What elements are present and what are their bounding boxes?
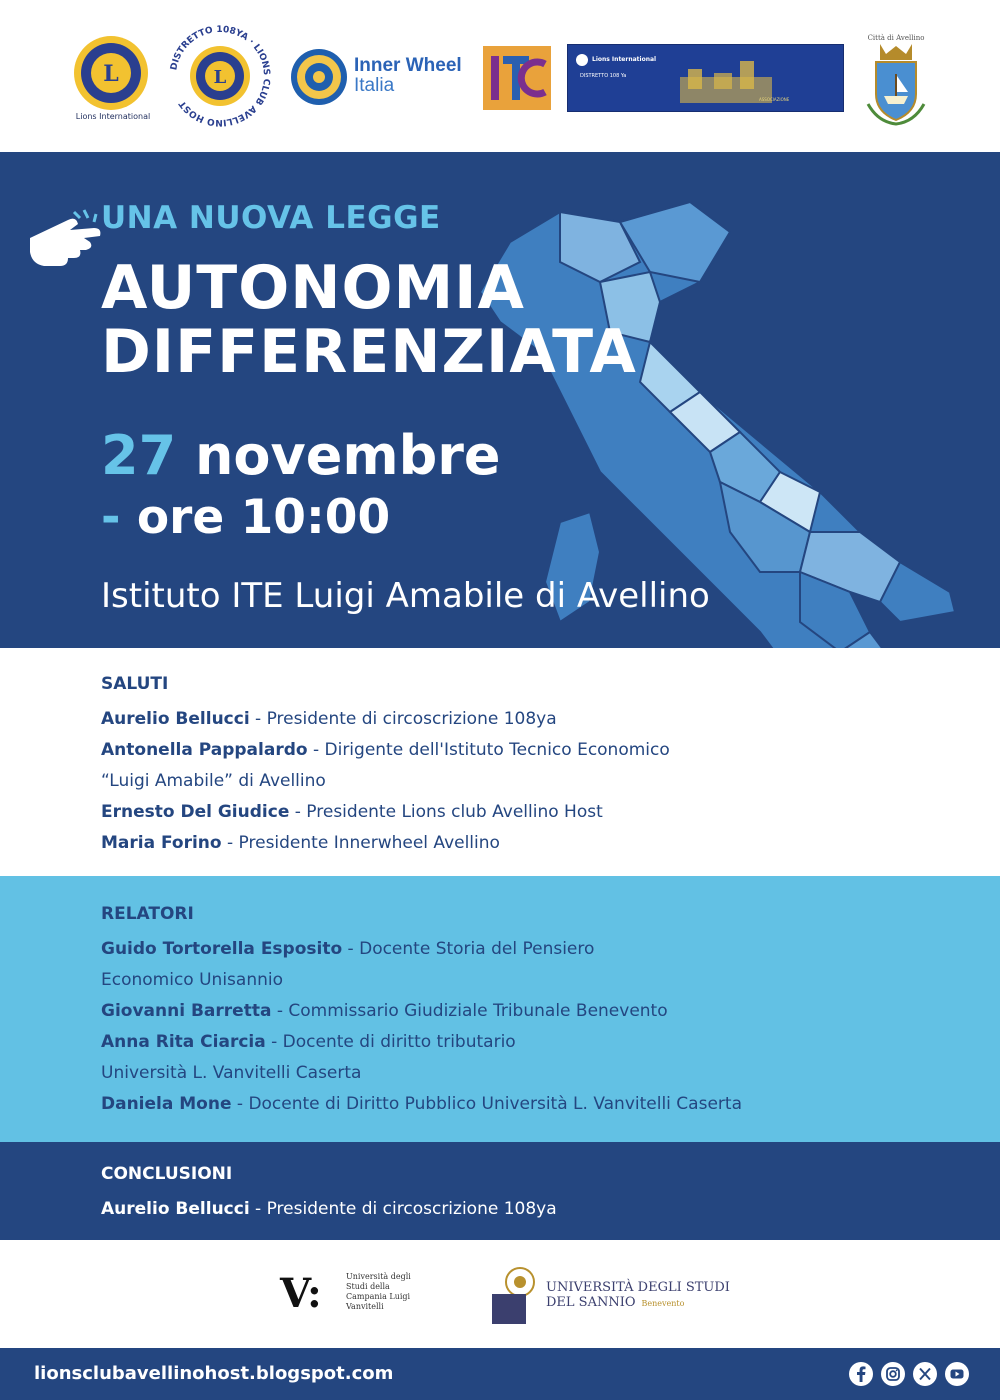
logo-bar: [0, 0, 1000, 152]
date-day: 27: [101, 424, 177, 487]
kicker-text: UNA NUOVA LEGGE: [101, 200, 441, 236]
lions-dot-icon: [576, 54, 588, 66]
unisannio-city: Benevento: [641, 1299, 685, 1308]
x-icon[interactable]: [912, 1361, 938, 1387]
pointing-hand-icon: [24, 208, 106, 274]
svg-text:L: L: [213, 67, 227, 88]
relatori-title: RELATORI: [101, 904, 194, 924]
list-item: Aurelio Bellucci - Presidente di circoscrizione 108ya: [101, 709, 557, 729]
list-item: Antonella Pappalardo - Dirigente dell'Istituto Tecnico Economico: [101, 740, 670, 760]
event-venue: Istituto ITE Luigi Amabile di Avellino: [101, 576, 710, 616]
svg-text:Città di Avellino: Città di Avellino: [867, 34, 925, 42]
partner-logos: [0, 1240, 1000, 1348]
list-item: Economico Unisannio: [101, 970, 283, 990]
lions-district-banner: [567, 44, 844, 112]
list-item: Maria Forino - Presidente Innerwheel Avellino: [101, 833, 500, 853]
title-line-1: AUTONOMIA: [101, 253, 525, 323]
saluti-section: [0, 648, 1000, 876]
list-item: Ernesto Del Giudice - Presidente Lions club Avellino Host: [101, 802, 603, 822]
vanvitelli-logo-mark: V:: [280, 1270, 322, 1317]
unisannio-seal-icon: [490, 1264, 542, 1324]
footer: [0, 1348, 1000, 1400]
city-of-avellino-crest: [858, 30, 934, 126]
list-item: “Luigi Amabile” di Avellino: [101, 771, 326, 791]
title-line-2: DIFFERENZIATA: [101, 317, 637, 387]
relatori-list: [101, 934, 742, 1120]
unisannio-line-1: UNIVERSITÀ DEGLI STUDI: [546, 1280, 730, 1295]
time-dash: -: [101, 490, 121, 545]
relatori-section: [0, 876, 1000, 1142]
unisannio-line-2: DEL SANNIO: [546, 1295, 636, 1310]
svg-text:L: L: [103, 61, 119, 87]
banner-sub: DISTRETTO 108 Ya: [580, 73, 627, 79]
vanvitelli-logo-text: Università degli Studi della Campania Luigi Vanvitelli: [346, 1272, 411, 1311]
time-value: ore 10:00: [136, 490, 391, 545]
event-date: [101, 424, 501, 487]
list-item: Anna Rita Ciarcia - Docente di diritto tributario: [101, 1032, 516, 1052]
ite-school-logo: [483, 46, 551, 110]
event-time: [101, 490, 390, 545]
hero-banner: [0, 152, 1000, 648]
inner-wheel-wordmark: [354, 56, 462, 96]
inner-wheel-country: Italia: [354, 75, 395, 96]
list-item: Daniela Mone - Docente di Diritto Pubblico Università L. Vanvitelli Caserta: [101, 1094, 742, 1114]
saluti-list: [101, 704, 670, 859]
conclusioni-list: [101, 1194, 557, 1225]
conclusioni-title: CONCLUSIONI: [101, 1164, 233, 1184]
list-item: Guido Tortorella Esposito - Docente Storia del Pensiero: [101, 939, 595, 959]
list-item: Università L. Vanvitelli Caserta: [101, 1063, 362, 1083]
facebook-icon[interactable]: [848, 1361, 874, 1387]
youtube-icon[interactable]: [944, 1361, 970, 1387]
conclusioni-section: [0, 1142, 1000, 1240]
instagram-icon[interactable]: [880, 1361, 906, 1387]
event-title: [101, 253, 637, 387]
blog-link[interactable]: lionsclubavellinohost.blogspot.com: [34, 1363, 394, 1384]
district-108ya-logo: [168, 24, 272, 128]
inner-wheel-name: Inner Wheel: [354, 55, 462, 76]
unisannio-wordmark: [546, 1280, 730, 1311]
inner-wheel-emblem: [290, 48, 348, 106]
list-item: Giovanni Barretta - Commissario Giudiziale Tribunale Benevento: [101, 1001, 668, 1021]
banner-right: ASSOCIAZIONE: [759, 97, 790, 102]
banner-head: Lions International: [592, 56, 657, 63]
date-month: novembre: [194, 424, 501, 487]
saluti-title: SALUTI: [101, 674, 169, 694]
lions-caption: Lions International: [75, 112, 151, 121]
list-item: Aurelio Bellucci - Presidente di circoscrizione 108ya: [101, 1199, 557, 1219]
lions-international-logo: [72, 34, 150, 112]
svg-text:DISTRETTO 108YA · LIONS CLUB A: DISTRETTO 108YA · LIONS CLUB AVELLINO HOST: [169, 24, 272, 128]
